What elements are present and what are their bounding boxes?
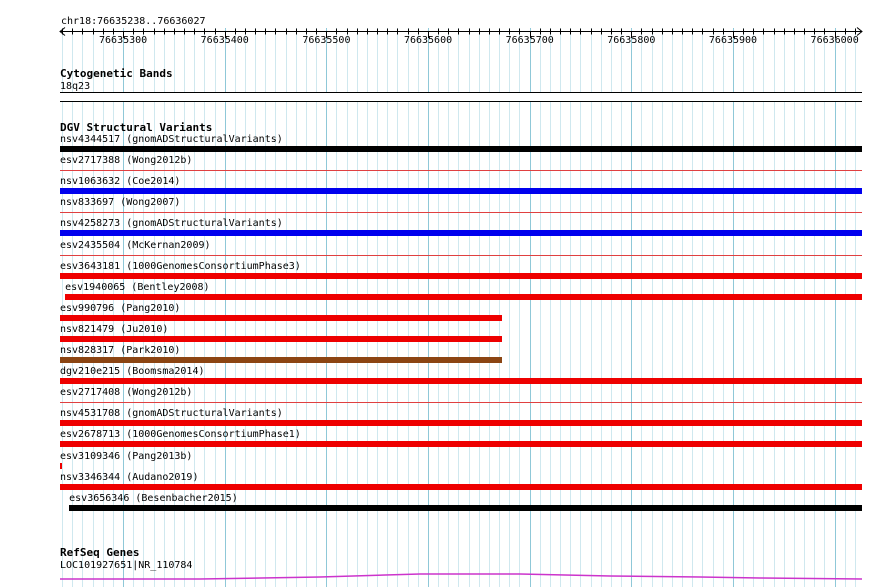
location-label: chr18:76635238..76636027 [61,16,206,27]
dgv-feature-label[interactable]: esv3656346 (Besenbacher2015) [69,492,238,504]
dgv-feature-label[interactable]: dgv210e215 (Boomsma2014) [60,366,205,378]
dgv-feature-bar[interactable] [60,212,862,213]
dgv-feature-bar[interactable] [60,255,862,256]
refseq-gene-model[interactable] [0,571,890,581]
dgv-feature-label[interactable]: esv3109346 (Pang2013b) [60,450,193,462]
dgv-feature-bar[interactable] [60,441,862,447]
dgv-feature-label[interactable]: nsv3346344 (Audano2019) [60,471,199,483]
dgv-feature-label[interactable]: nsv828317 (Park2010) [60,345,181,356]
dgv-feature-label[interactable]: esv2717388 (Wong2012b) [60,155,193,167]
ruler-tick-label: 76635900 [708,35,758,46]
ruler-tick-label: 76635700 [505,35,554,46]
gene-exon-line [60,574,862,579]
dgv-feature-bar[interactable] [60,315,502,321]
ruler-tick-label: 76635800 [607,35,656,46]
ruler-tick-label: 76635600 [403,35,453,46]
ruler-tick-label: 76635500 [302,35,351,46]
ruler-tick-label: 76636000 [810,35,859,46]
ruler-tick-label: 76635400 [200,35,249,46]
ruler-tick-label: 76635300 [99,35,148,46]
dgv-feature-bar[interactable] [60,463,62,469]
dgv-feature-label[interactable]: nsv4531708 (gnomADStructuralVariants) [60,408,283,420]
refseq-gene-label[interactable]: LOC101927651|NR_110784 [60,560,193,571]
dgv-feature-label[interactable]: esv2678713 (1000GenomesConsortiumPhase1) [60,429,301,441]
cytoband-bar[interactable] [60,92,862,102]
dgv-feature-label[interactable]: esv2717408 (Wong2012b) [60,387,193,399]
dgv-feature-label[interactable]: esv990796 (Pang2010) [60,302,181,314]
dgv-feature-bar[interactable] [60,336,502,342]
dgv-feature-label[interactable]: nsv4258273 (gnomADStructuralVariants) [60,218,283,230]
dgv-feature-bar[interactable] [60,420,862,426]
dgv-feature-label[interactable]: nsv821479 (Ju2010) [60,323,169,335]
dgv-feature-bar[interactable] [60,230,862,236]
dgv-feature-label[interactable]: nsv4344517 (gnomADStructuralVariants) [60,134,283,145]
dgv-feature-label[interactable]: esv2435504 (McKernan2009) [60,239,211,251]
dgv-feature-label[interactable]: nsv1063632 (Coe2014) [60,176,181,188]
refseq-track-title[interactable]: RefSeq Genes [60,546,140,559]
dgv-feature-bar[interactable] [60,170,862,171]
dgv-feature-label[interactable]: esv1940065 (Bentley2008) [65,281,210,293]
dgv-feature-bar[interactable] [60,378,862,384]
dgv-feature-bar[interactable] [65,294,862,300]
dgv-feature-bar[interactable] [60,357,502,363]
cytoband-track-title[interactable]: Cytogenetic Bands [60,67,173,80]
cytoband-label: 18q23 [60,81,91,92]
dgv-feature-bar[interactable] [60,188,862,194]
dgv-feature-label[interactable]: esv3643181 (1000GenomesConsortiumPhase3) [60,260,301,272]
dgv-feature-label[interactable]: nsv833697 (Wong2007) [60,197,181,209]
dgv-feature-bar[interactable] [69,505,862,511]
dgv-feature-bar[interactable] [60,146,862,152]
dgv-feature-bar[interactable] [60,273,862,279]
dgv-feature-bar[interactable] [60,402,862,403]
dgv-feature-bar[interactable] [60,484,862,490]
dgv-track-title[interactable]: DGV Structural Variants [60,121,213,134]
